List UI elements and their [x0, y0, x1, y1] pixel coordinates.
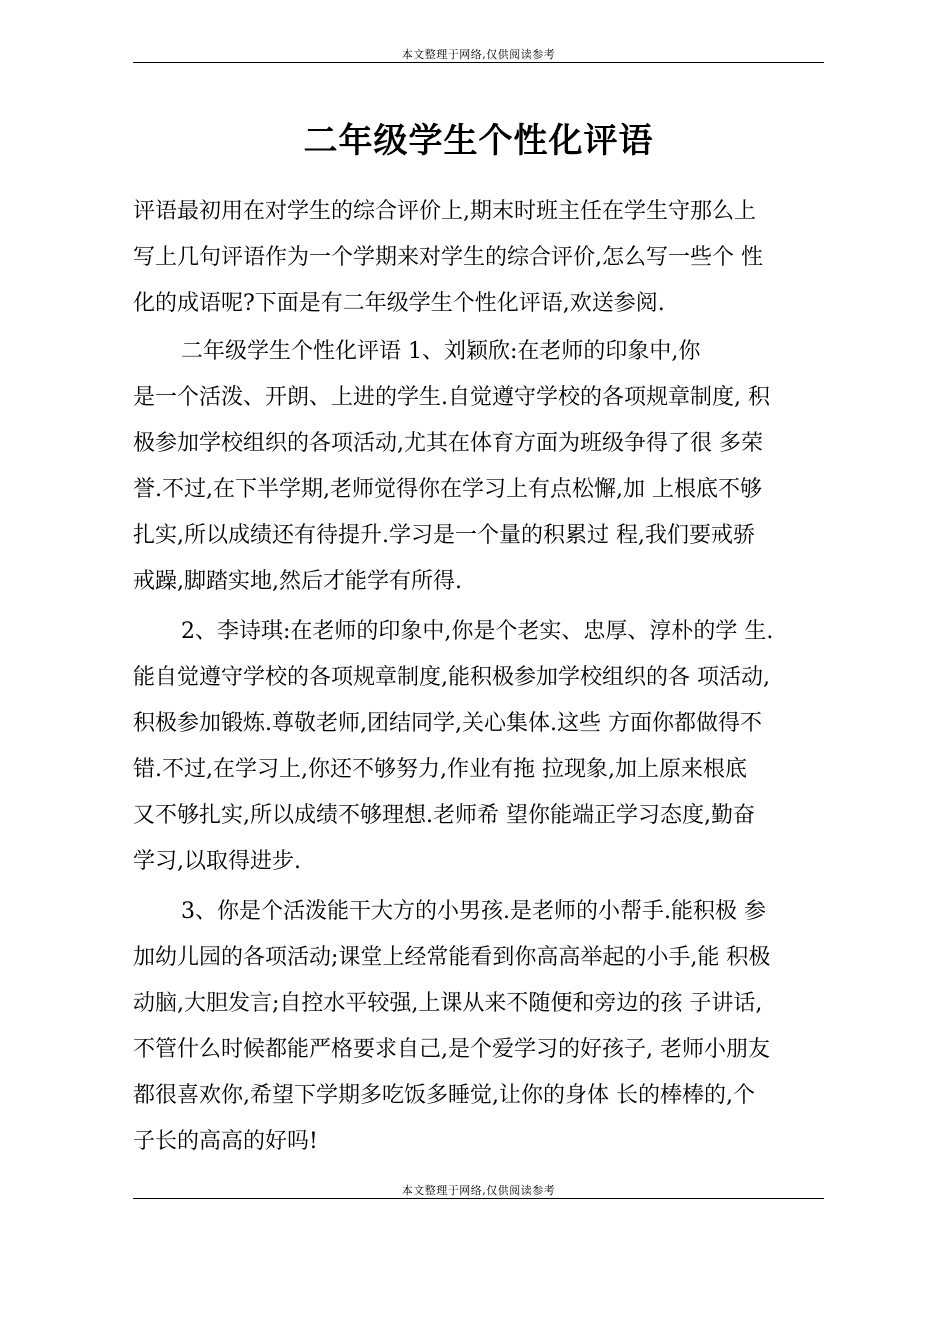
paragraph-line: 扎实,所以成绩还有待提升.学习是一个量的积累过 程,我们要戒骄 [133, 523, 755, 548]
paragraph-line: 子长的高高的好吗! [133, 1129, 318, 1154]
paragraph-line: 错.不过,在学习上,你还不够努力,作业有拖 拉现象,加上原来根底 [133, 757, 747, 782]
paragraph-line: 学习,以取得进步. [133, 849, 301, 874]
paragraph-line: 是一个活泼、开朗、上进的学生.自觉遵守学校的各项规章制度, 积 [133, 385, 770, 410]
header-rule [133, 62, 824, 63]
comment-paragraph-2 [133, 609, 773, 885]
paragraph-line: 化的成语呢?下面是有二年级学生个性化评语,欢送参阅. [133, 291, 665, 316]
paragraph-line: 誉.不过,在下半学期,老师觉得你在学习上有点松懈,加 上根底不够 [133, 477, 762, 502]
paragraph-line: 不管什么时候都能严格要求自己,是个爱学习的好孩子, 老师小朋友 [133, 1037, 770, 1062]
paragraph-line: 动脑,大胆发言;自控水平较强,上课从来不随便和旁边的孩 子讲话, [133, 991, 763, 1016]
intro-paragraph [133, 189, 763, 327]
footer-note: 本文整理于网络,仅供阅读参考 [401, 1184, 556, 1197]
paragraph-line: 2、李诗琪:在老师的印象中,你是个老实、忠厚、淳朴的学 生. [181, 619, 774, 644]
paragraph-line: 戒躁,脚踏实地,然后才能学有所得. [133, 569, 462, 594]
paragraph-line: 二年级学生个性化评语 1、刘颖欣:在老师的印象中,你 [181, 339, 701, 364]
paragraph-line: 写上几句评语作为一个学期来对学生的综合评价,怎么写一些个 性 [133, 245, 763, 270]
paragraph-line: 极参加学校组织的各项活动,尤其在体育方面为班级争得了很 多荣 [133, 431, 763, 456]
paragraph-line: 3、你是个活泼能干大方的小男孩.是老师的小帮手.能积极 参 [181, 899, 766, 924]
document-title: 二年级学生个性化评语 [303, 121, 654, 161]
paragraph-line: 都很喜欢你,希望下学期多吃饭多睡觉,让你的身体 长的棒棒的,个 [133, 1083, 755, 1108]
paragraph-line: 又不够扎实,所以成绩不够理想.老师希 望你能端正学习态度,勤奋 [133, 803, 755, 828]
paragraph-line: 能自觉遵守学校的各项规章制度,能积极参加学校组织的各 项活动, [133, 665, 770, 690]
paragraph-line: 评语最初用在对学生的综合评价上,期末时班主任在学生守那么上 [133, 199, 756, 224]
comment-paragraph-1 [133, 329, 770, 605]
comment-paragraph-3 [133, 889, 770, 1165]
paragraph-line: 加幼儿园的各项活动;课堂上经常能看到你高高举起的小手,能 积极 [133, 945, 771, 970]
footer-rule [133, 1198, 824, 1199]
paragraph-line: 积极参加锻炼.尊敬老师,团结同学,关心集体.这些 方面你都做得不 [133, 711, 762, 736]
header-note: 本文整理于网络,仅供阅读参考 [401, 48, 556, 61]
